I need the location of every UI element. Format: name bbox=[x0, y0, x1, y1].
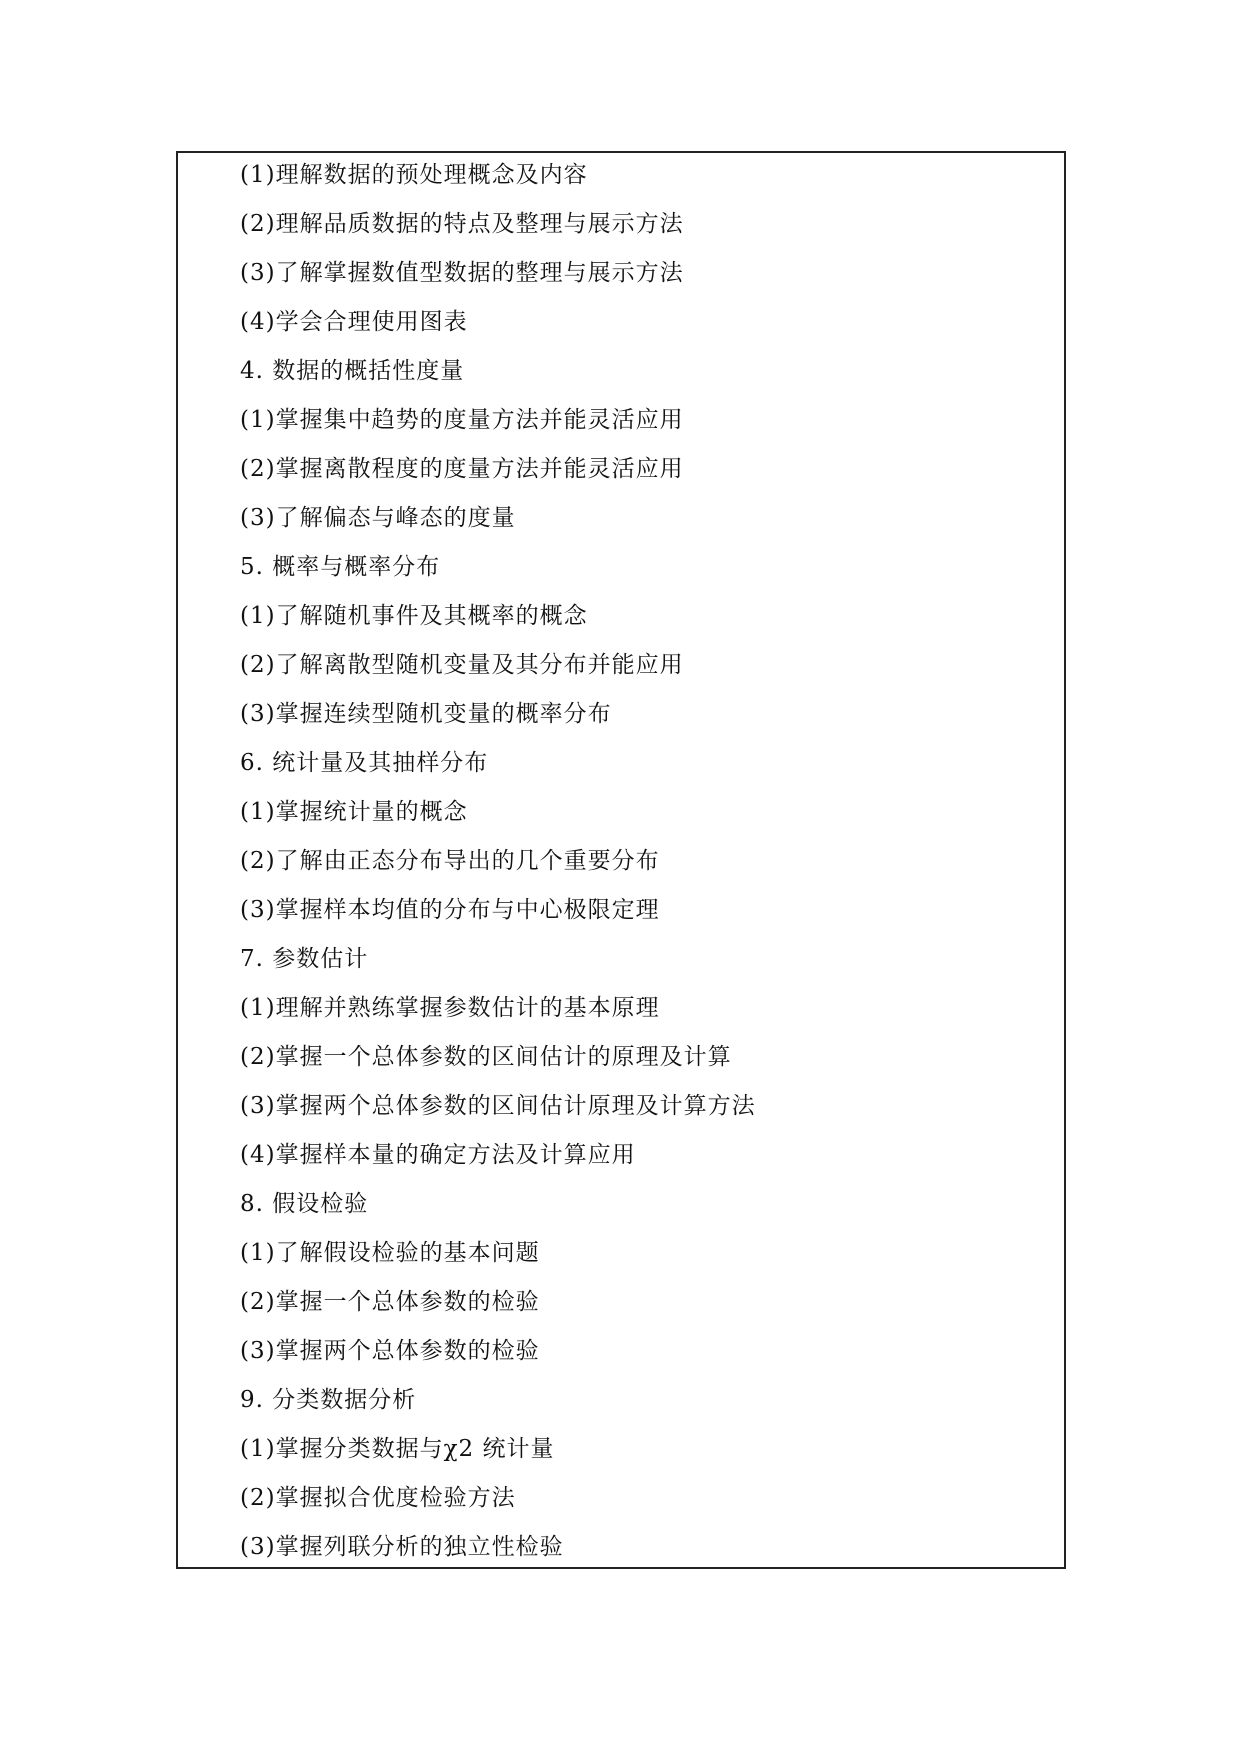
list-item: (2)了解由正态分布导出的几个重要分布 bbox=[240, 848, 660, 874]
list-item: (3)掌握两个总体参数的检验 bbox=[240, 1338, 540, 1364]
list-item: (3)了解掌握数值型数据的整理与展示方法 bbox=[240, 260, 684, 286]
list-item: (2)掌握离散程度的度量方法并能灵活应用 bbox=[240, 456, 684, 482]
syllabus-list bbox=[240, 160, 756, 1581]
list-item: (1)掌握统计量的概念 bbox=[240, 799, 468, 825]
list-item: (4)掌握样本量的确定方法及计算应用 bbox=[240, 1142, 636, 1168]
section-heading: 6. 统计量及其抽样分布 bbox=[240, 750, 489, 776]
list-item: (2)理解品质数据的特点及整理与展示方法 bbox=[240, 211, 684, 237]
section-heading: 5. 概率与概率分布 bbox=[240, 554, 441, 580]
list-item: (3)了解偏态与峰态的度量 bbox=[240, 505, 516, 531]
list-item: (3)掌握样本均值的分布与中心极限定理 bbox=[240, 897, 660, 923]
list-item: (1)理解数据的预处理概念及内容 bbox=[240, 162, 588, 188]
list-item: (2)掌握一个总体参数的检验 bbox=[240, 1289, 540, 1315]
list-item: (1)理解并熟练掌握参数估计的基本原理 bbox=[240, 995, 660, 1021]
list-item: (2)了解离散型随机变量及其分布并能应用 bbox=[240, 652, 684, 678]
list-item: (3)掌握两个总体参数的区间估计原理及计算方法 bbox=[240, 1093, 756, 1119]
list-item: (3)掌握列联分析的独立性检验 bbox=[240, 1534, 564, 1560]
section-heading: 9. 分类数据分析 bbox=[240, 1387, 417, 1413]
section-heading: 7. 参数估计 bbox=[240, 946, 369, 972]
list-item: (2)掌握拟合优度检验方法 bbox=[240, 1485, 516, 1511]
list-item: (1)了解随机事件及其概率的概念 bbox=[240, 603, 588, 629]
section-heading: 8. 假设检验 bbox=[240, 1191, 369, 1217]
list-item: (4)学会合理使用图表 bbox=[240, 309, 468, 335]
list-item: (1)掌握分类数据与χ2 统计量 bbox=[240, 1436, 555, 1462]
list-item: (1)了解假设检验的基本问题 bbox=[240, 1240, 540, 1266]
section-heading: 4. 数据的概括性度量 bbox=[240, 358, 465, 384]
list-item: (3)掌握连续型随机变量的概率分布 bbox=[240, 701, 612, 727]
list-item: (1)掌握集中趋势的度量方法并能灵活应用 bbox=[240, 407, 684, 433]
list-item: (2)掌握一个总体参数的区间估计的原理及计算 bbox=[240, 1044, 732, 1070]
